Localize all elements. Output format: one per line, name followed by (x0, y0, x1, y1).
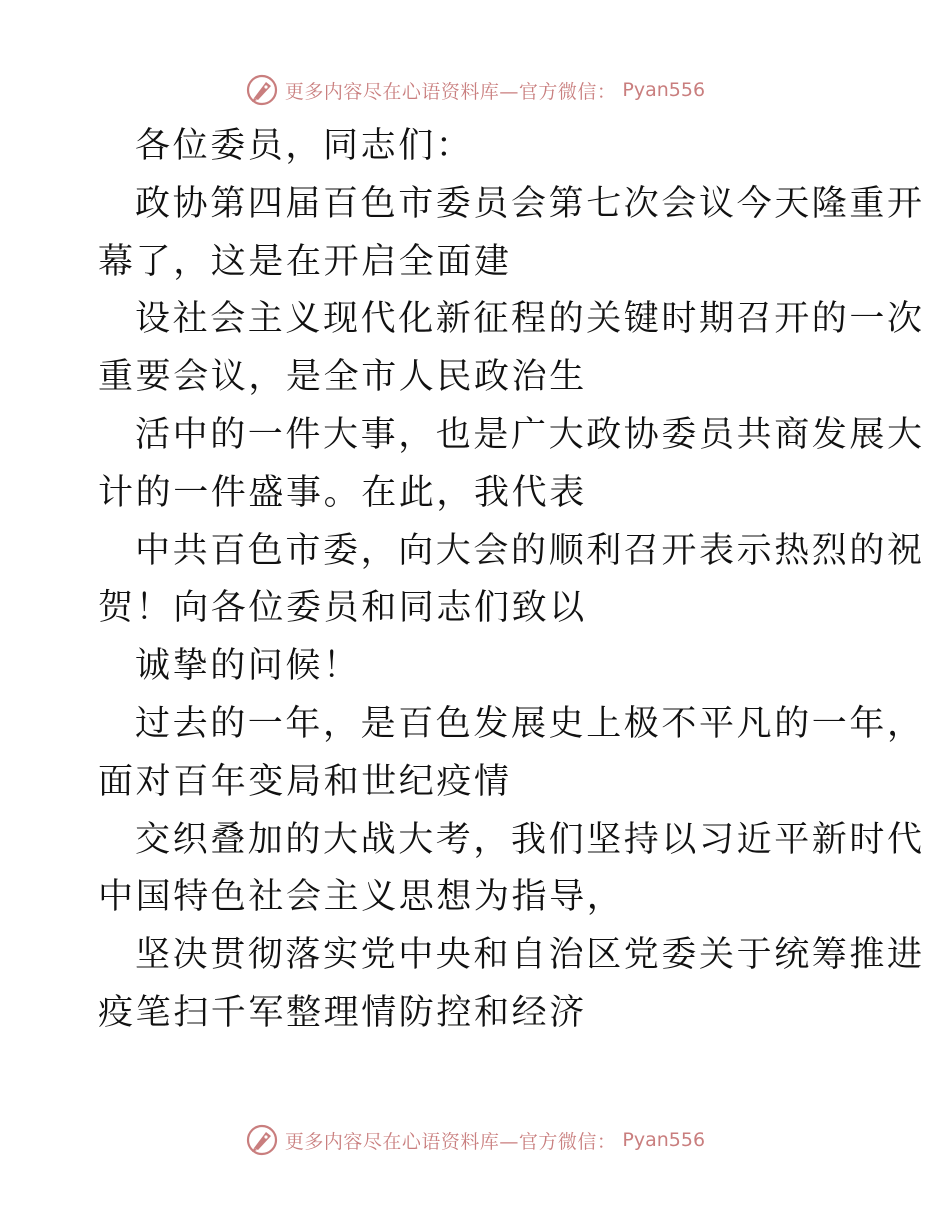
text-line: 坚决贯彻落实党中央和自治区党委关于统筹推进 (135, 935, 925, 976)
pen-nib-logo-icon (245, 1123, 279, 1157)
text-line: 中共百色市委，向大会的顺利召开表示热烈的祝 (135, 530, 925, 571)
text-line: 贺！向各位委员和同志们致以 (98, 588, 587, 629)
header-banner (0, 72, 950, 108)
text-line: 政协第四届百色市委员会第七次会议今天隆重开 (135, 183, 925, 224)
speech-body (98, 118, 925, 1043)
text-line: 幕了，这是在开启全面建 (98, 241, 512, 282)
text-line: 计的一件盛事。在此，我代表 (98, 472, 587, 513)
text-line: 面对百年变局和世纪疫情 (98, 761, 512, 802)
text-line: 设社会主义现代化新征程的关键时期召开的一次 (135, 299, 925, 340)
text-line: 疫笔扫千军整理情防控和经济 (98, 992, 587, 1033)
header-text: 更多内容尽在心语资料库—官方微信： (284, 80, 617, 103)
text-line: 中国特色社会主义思想为指导， (98, 877, 625, 918)
pen-nib-logo-icon (245, 73, 279, 107)
header-contact: Pyan556 (622, 79, 706, 101)
text-line: 过去的一年，是百色发展史上极不平凡的一年， (135, 703, 925, 744)
footer-text: 更多内容尽在心语资料库—官方微信： (284, 1130, 617, 1153)
text-line: 重要会议，是全市人民政治生 (98, 357, 587, 398)
footer-banner (0, 1122, 950, 1158)
footer-contact: Pyan556 (622, 1129, 706, 1151)
text-line: 交织叠加的大战大考，我们坚持以习近平新时代 (135, 819, 925, 860)
text-line: 活中的一件大事，也是广大政协委员共商发展大 (135, 414, 925, 455)
text-line: 诚挚的问候！ (135, 646, 361, 687)
text-line: 各位委员，同志们： (135, 126, 474, 166)
